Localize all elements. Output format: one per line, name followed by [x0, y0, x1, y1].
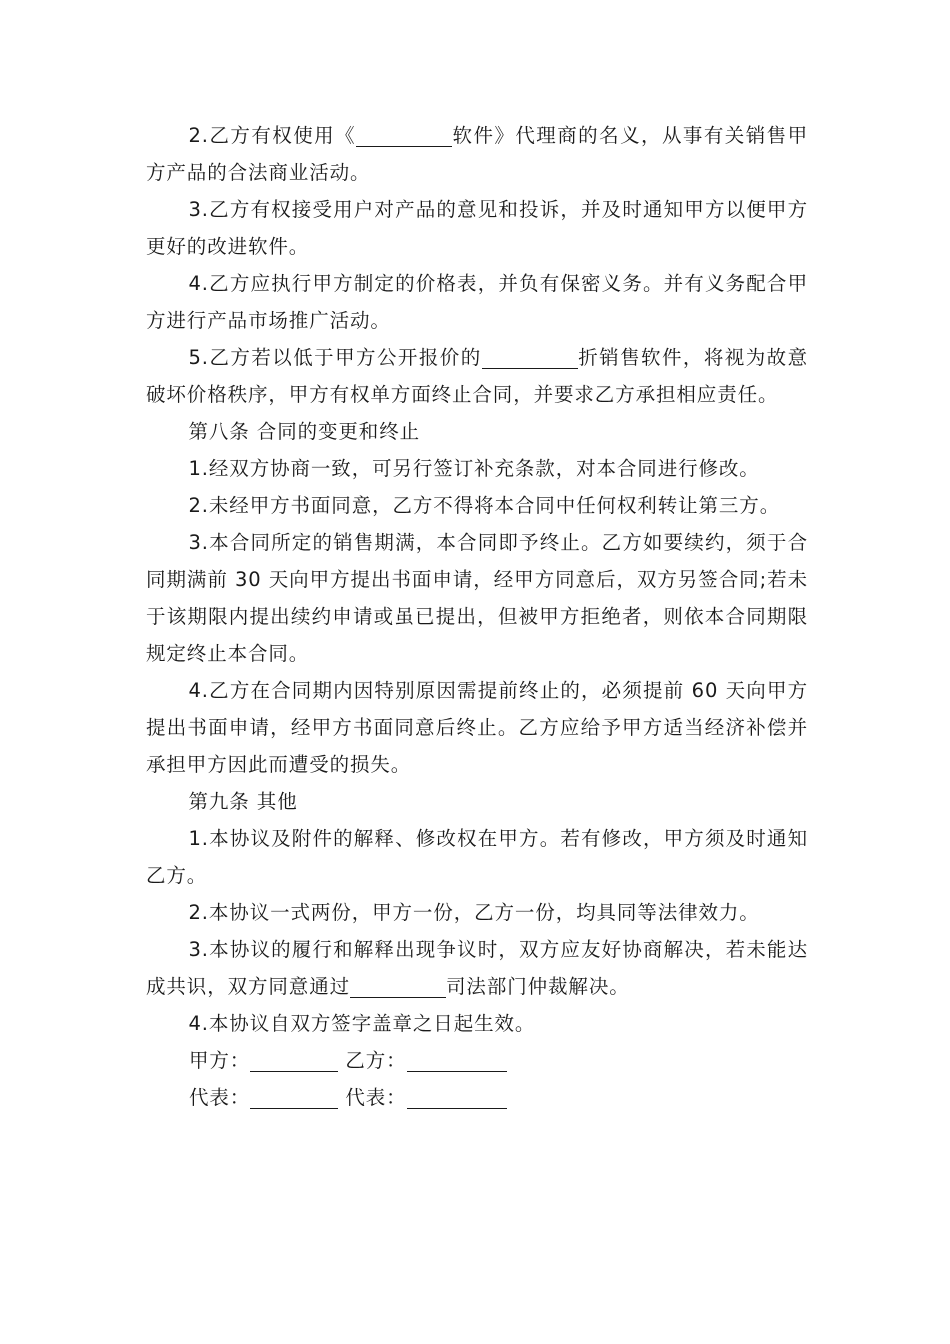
signature-row-parties	[146, 1042, 808, 1079]
clause-9-item-3-post: 司法部门仲裁解决。	[446, 975, 630, 998]
rep-a-label: 代表：	[189, 1086, 251, 1109]
clause-7-item-2	[146, 117, 808, 191]
rep-b-label: 代表：	[345, 1086, 407, 1109]
clause-7-item-3: 3.乙方有权接受用户对产品的意见和投诉，并及时通知甲方以便甲方更好的改进软件。	[146, 198, 808, 258]
party-a-blank	[250, 1049, 338, 1071]
blank-line	[350, 975, 446, 997]
clause-7-item-5	[146, 339, 808, 413]
blank-line	[482, 346, 578, 368]
party-b-blank	[407, 1049, 507, 1071]
rep-a-blank	[250, 1086, 338, 1108]
rep-b-blank	[407, 1086, 507, 1108]
clause-9-item-1: 1.本协议及附件的解释、修改权在甲方。若有修改，甲方须及时通知乙方。	[146, 827, 808, 887]
clause-9-item-2: 2.本协议一式两份，甲方一份，乙方一份，均具同等法律效力。	[188, 901, 760, 924]
clause-9-item-3	[146, 931, 808, 1005]
contract-page	[146, 117, 808, 1116]
clause-8-item-1: 1.经双方协商一致，可另行签订补充条款，对本合同进行修改。	[188, 457, 760, 480]
clause-9-heading: 第九条 其他	[188, 790, 298, 813]
clause-8-item-2: 2.未经甲方书面同意，乙方不得将本合同中任何权利转让第三方。	[188, 494, 781, 517]
clause-9-item-3-pre: 3.本协议的履行和解释出现争议时，双方应友好协商解决，若未能达成共识，双方同意通过	[146, 938, 808, 998]
clause-8-heading: 第八条 合同的变更和终止	[188, 420, 420, 443]
clause-7-item-5-pre: 5.乙方若以低于甲方公开报价的	[188, 346, 482, 369]
clause-7-item-2-pre: 2.乙方有权使用《	[188, 124, 357, 147]
party-b-label: 乙方：	[345, 1049, 407, 1072]
clause-7-item-5-post: 折销售软件，将视为故意破坏价格秩序，甲方有权单方面终止合同，并要求乙方承担相应责任。	[146, 346, 808, 406]
blank-line	[356, 124, 452, 146]
clause-7-item-2-post: 软件》代理商的名义，从事有关销售甲方产品的合法商业活动。	[146, 124, 808, 184]
party-a-label: 甲方：	[189, 1049, 251, 1072]
clause-8-item-4: 4.乙方在合同期内因特别原因需提前终止的，必须提前 60 天向甲方提出书面申请，经甲方书面同意后终止。乙方应给予甲方适当经济补偿并承担甲方因此而遭受的损失。	[146, 679, 808, 776]
clause-8-item-3: 3.本合同所定的销售期满，本合同即予终止。乙方如要续约，须于合同期满前 30 天向甲方提出书面申请，经甲方同意后，双方另签合同;若未于该期限内提出续约申请或虽已提出，但被甲方拒绝者，则依本合同期限规定终止本合同。	[146, 531, 808, 665]
signature-row-representatives	[146, 1079, 808, 1116]
clause-7-item-4: 4.乙方应执行甲方制定的价格表，并负有保密义务。并有义务配合甲方进行产品市场推广活动。	[146, 272, 808, 332]
clause-9-item-4: 4.本协议自双方签字盖章之日起生效。	[188, 1012, 536, 1035]
